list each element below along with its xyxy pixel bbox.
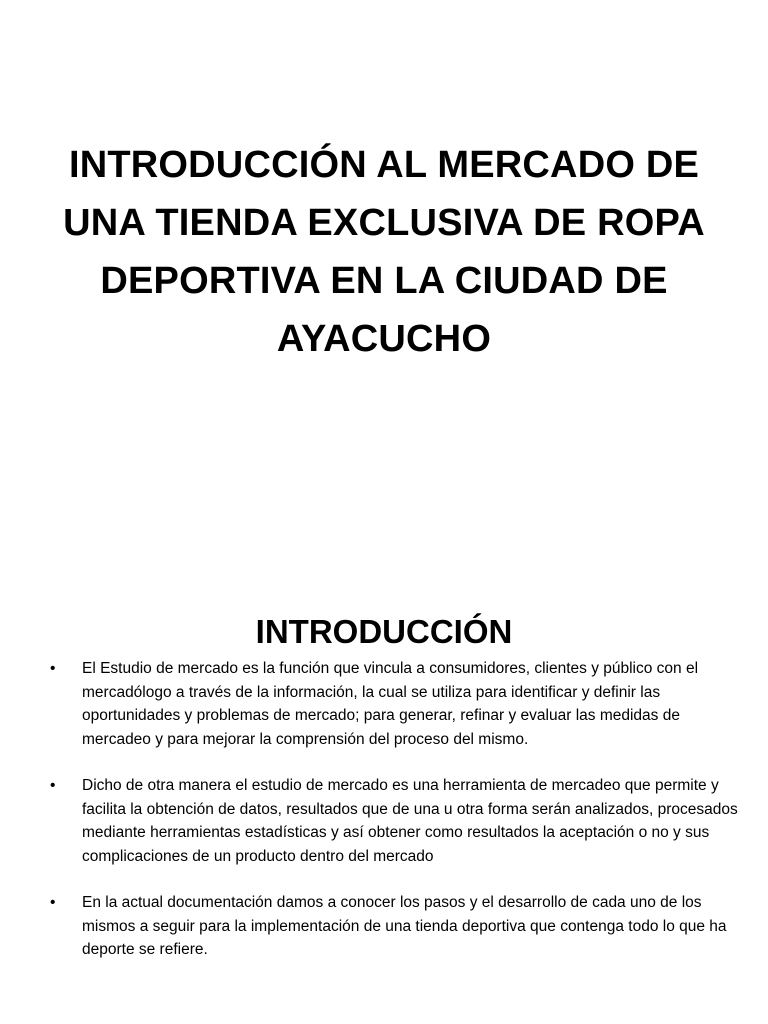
bullet-text: En la actual documentación damos a conocer los pasos y el desarrollo de cada uno de los mismos a seguir para la implementación de una tienda deportiva que contenga todo lo que ha deporte se refiere. [82, 894, 727, 958]
bullet-mark: • [50, 777, 56, 794]
bullet-item [0, 891, 768, 962]
bullet-item [0, 657, 768, 751]
slide-introduction [0, 580, 768, 1024]
bullet-mark: • [50, 894, 56, 911]
bullet-mark: • [50, 660, 56, 677]
bullet-list [0, 657, 768, 962]
bullet-text: El Estudio de mercado es la función que vincula a consumidores, clientes y público con el mercadólogo a través de la información, la cual se utiliza para identificar y definir las oportunidades y problemas de mercado; para generar, refinar y evaluar las medidas de mercadeo y para mejorar la comprensión del proceso del mismo. [82, 660, 699, 748]
section-title: INTRODUCCIÓN [255, 613, 513, 650]
main-title: INTRODUCCIÓN AL MERCADO DE UNA TIENDA EXCLUSIVA DE ROPA DEPORTIVA EN LA CIUDAD DE AYACUCHO [63, 144, 705, 360]
bullet-text: Dicho de otra manera el estudio de mercado es una herramienta de mercadeo que permite y facilita la obtención de datos, resultados que de una u otra forma serán analizados, procesados mediante herramientas estadísticas y así obtener como resultados la aceptación o no y sus complicaciones de un producto dentro del mercado [82, 777, 738, 865]
bullet-item [0, 774, 768, 868]
